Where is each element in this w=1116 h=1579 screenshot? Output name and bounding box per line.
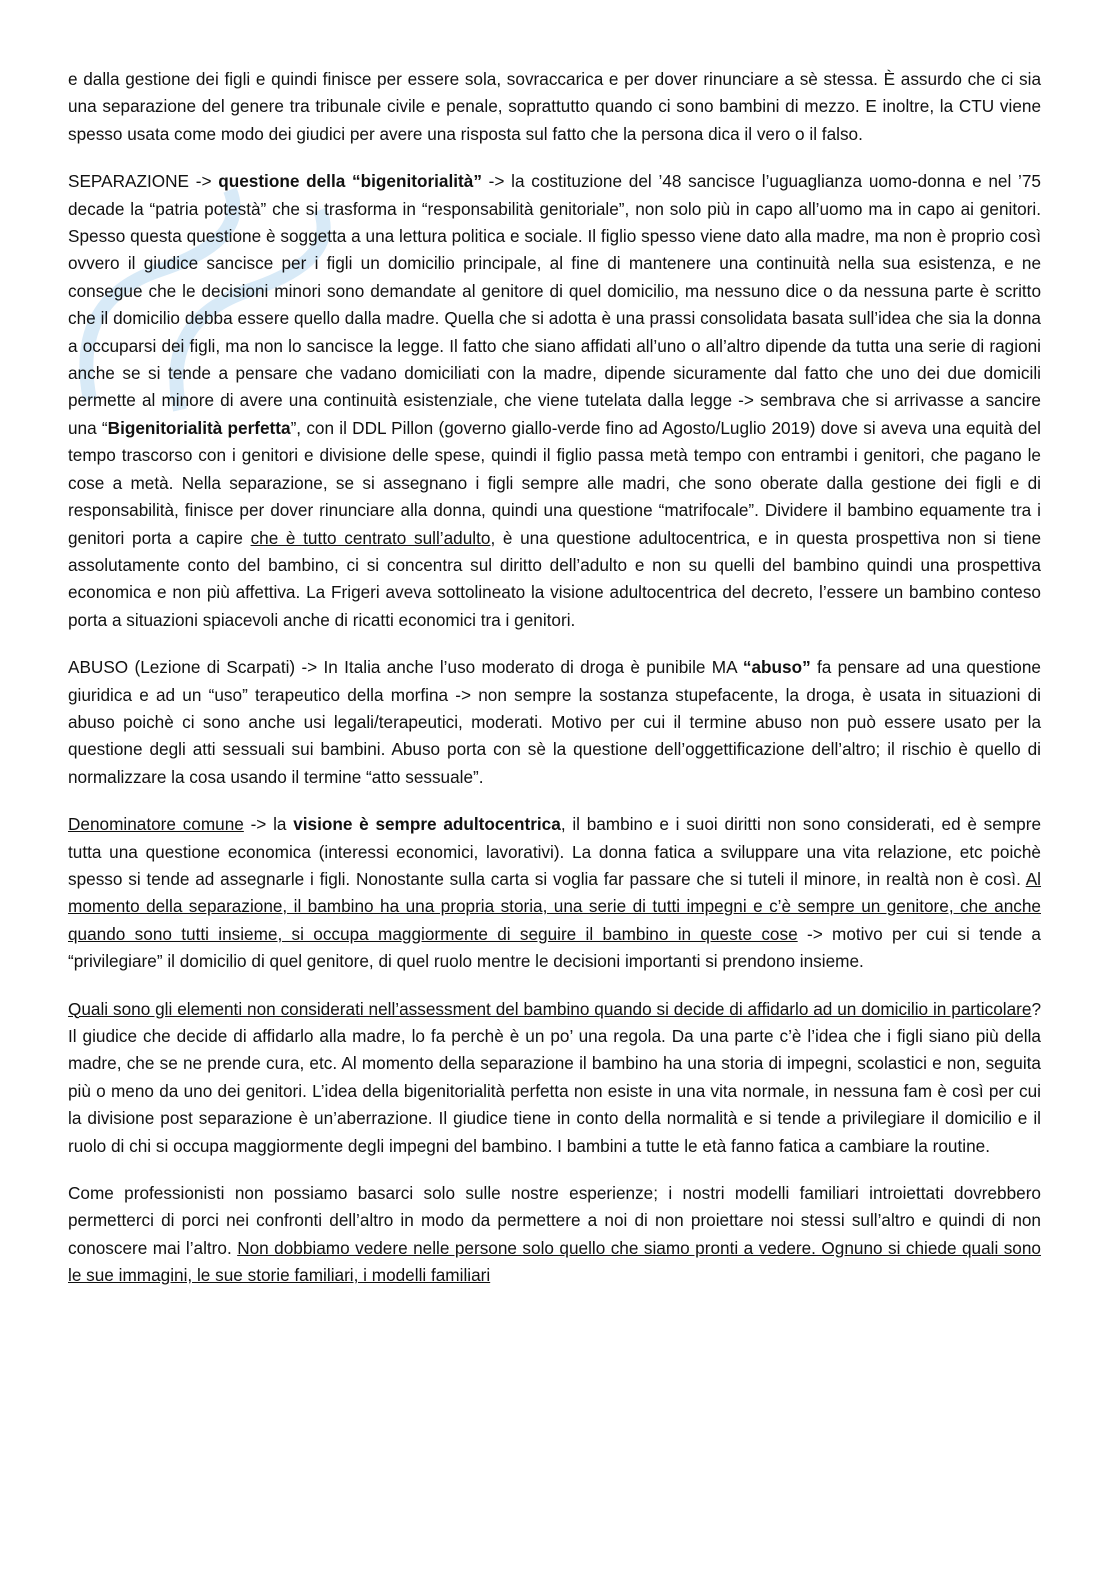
paragraph-intro-text: e dalla gestione dei figli e quindi finisce per essere sola, sovraccarica e per dover rinunciare a sè stessa. È assurdo che ci sia una separazione del genere tra tribunale civile e penale, soprattutto quando ci sono bambini di mezzo. E inoltre, la CTU viene spesso usata come modo dei giudici per avere una risposta sul fatto che la persona dica il vero o il falso. xyxy=(68,69,1041,144)
denominatore-text-1: -> la xyxy=(243,814,294,835)
separazione-bold-2: Bigenitorialità perfetta xyxy=(107,417,291,438)
abuso-text-1: ABUSO (Lezione di Scarpati) -> In Italia anche l’uso moderato di droga è punibile MA xyxy=(68,657,743,678)
separazione-text-1: -> la costituzione del ’48 sancisce l’uguaglianza uomo-donna e nel ’75 decade la “patria potestà” che si trasforma in “responsabilità genitoriale”, non solo più in capo all’uomo ma in capo ai genitori. Spesso questa questione è soggetta a una lettura politica e sociale. Il figlio spesso viene dato alla madre, ma non è proprio così ovvero il giudice sancisce per i figli un domicilio principale, al fine di mantenere una continuità nella sua esistenza, e ne consegue che le decisioni minori sono demandate al genitore di quel domicilio, ma nessuno dice o da nessuna parte è scritto che il domicilio debba essere quello dalla madre. Quella che si adotta è una prassi consolidata basata sull’idea che sia la donna a occuparsi dei figli, ma non lo sancisce la legge. Il fatto che siano affidati all’uno o all’altro dipende da tutta una serie di ragioni anche se si tende a pensare che vadano domiciliati con la madre, dipende sicuramente dal fatto che uno dei due domicili permette al minore di avere una continuità esistenziale, che viene tutelata dalla legge -> sembrava che si arrivasse a sancire una “ xyxy=(68,171,1041,438)
separazione-text-3: , è una questione adultocentrica, e in questa prospettiva non si tiene assolutamente conto del bambino, ci si concentra sul diritto dell’adulto e non su quelli del bambino quindi una prospettiva economica e non più affettiva. La Frigeri aveva sottolineato la visione adultocentrica del decreto, l’essere un bambino conteso porta a situazioni spiacevoli anche di ricatti economici tra i genitori. xyxy=(68,527,1041,630)
paragraph-denominatore xyxy=(68,811,1041,975)
paragraph-intro xyxy=(68,66,1041,148)
elementi-underline-1: Quali sono gli elementi non considerati nell’assessment del bambino quando si decide di affidarlo ad un domicilio in particolare xyxy=(68,998,1032,1019)
denominatore-underline-1: Denominatore comune xyxy=(68,814,244,835)
separazione-underline-1: che è tutto centrato sull’adulto xyxy=(250,527,491,548)
denominatore-text-3: -> motivo per cui si tende a “privilegiare” il domicilio di quel genitore, di quel ruolo mentre le decisioni importanti si prendono insieme. xyxy=(68,923,1041,972)
paragraph-professionisti xyxy=(68,1180,1041,1290)
elementi-text-1: ? Il giudice che decide di affidarlo alla madre, lo fa perchè è un po’ una regola. Da una parte c’è l’idea che i figli siano più della madre, che se ne prende cura, etc. Al momento della separazione il bambino ha una storia di impegni, scolastici e non, seguita più o meno da uno dei genitori. L’idea della bigenitorialità perfetta non esiste in una vita normale, in nessuna fam è così per cui la divisione post separazione è un’aberrazione. Il giudice tiene in conto della normalità e si tende a privilegiare il domicilio e il ruolo di chi si occupa maggiormente degli impegni del bambino. I bambini a tutte le età fanno fatica a cambiare la routine. xyxy=(68,998,1041,1156)
paragraph-separazione xyxy=(68,168,1041,634)
abuso-bold-1: “abuso” xyxy=(742,657,811,678)
professionisti-text-1: Come professionisti non possiamo basarci solo sulle nostre esperienze; i nostri modelli familiari introiettati dovrebbero permetterci di porci nei confronti dell’altro in modo da permettere a noi di non proiettare noi stessi sull’altro e quindi di non conoscere mai l’altro. xyxy=(68,1183,1041,1258)
paragraph-abuso xyxy=(68,654,1041,791)
paragraph-elementi xyxy=(68,996,1041,1160)
document-page xyxy=(68,66,1041,1310)
separazione-lead: SEPARAZIONE -> xyxy=(68,171,219,192)
separazione-text-2: ”, con il DDL Pillon (governo giallo-verde fino ad Agosto/Luglio 2019) dove si aveva una equità del tempo trascorso con i genitori e divisione delle spese, quindi il figlio passa metà tempo con entrambi i genitori, che pagano le cose a metà. Nella separazione, se si assegnano i figli sempre alle madri, che sono oberate dalla gestione dei figli e di responsabilità, finisce per dover rinunciare alla donna, quindi una questione “matrifocale”. Dividere il bambino equamente tra i genitori porta a capire xyxy=(68,417,1041,548)
abuso-text-2: fa pensare ad una questione giuridica e ad un “uso” terapeutico della morfina -> non sempre la sostanza stupefacente, la droga, è usata in situazioni di abuso poichè ci sono anche usi legali/terapeutici, moderati. Motivo per cui il termine abuso non può essere usato per la questione degli atti sessuali sui bambini. Abuso porta con sè la questione dell’oggettificazione dell’altro; il rischio è quello di normalizzare la cosa usando il termine “atto sessuale”. xyxy=(68,657,1041,787)
denominatore-bold-1: visione è sempre adultocentrica xyxy=(293,814,561,835)
denominatore-text-2: , il bambino e i suoi diritti non sono considerati, ed è sempre tutta una questione economica (interessi economici, lavorativi). La donna fatica a sviluppare una vita relazione, etc poichè spesso si tende ad assegnarle i figli. Nonostante sulla carta si voglia far passare che si tuteli il minore, in realtà non è così. xyxy=(68,814,1041,889)
separazione-bold-1: questione della “bigenitorialità” xyxy=(218,171,482,192)
denominatore-underline-2: Al momento della separazione, il bambino ha una propria storia, una serie di tutti impegni e c’è sempre un genitore, che anche quando sono tutti insieme, si occupa maggiormente di seguire il bambino in queste cose xyxy=(68,868,1041,944)
professionisti-underline-1: Non dobbiamo vedere nelle persone solo quello che siamo pronti a vedere. Ognuno si chiede quali sono le sue immagini, le sue storie familiari, i modelli familiari xyxy=(68,1237,1041,1286)
